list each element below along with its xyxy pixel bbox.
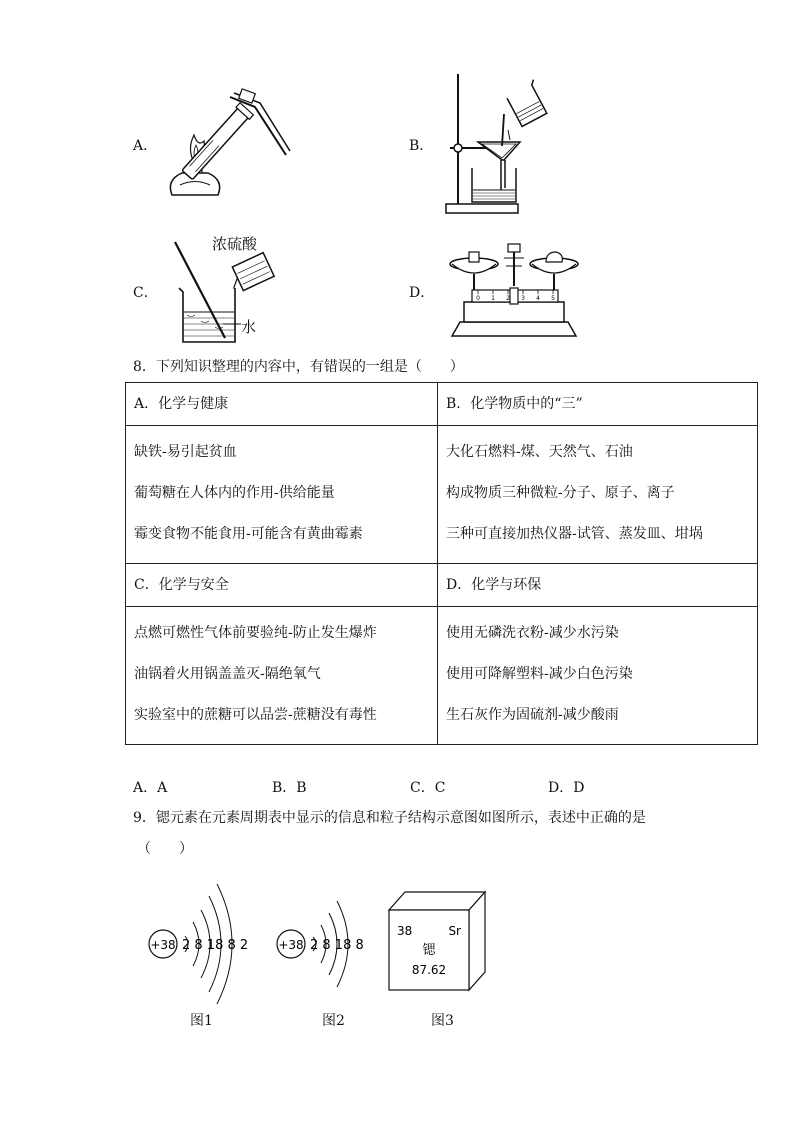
fig2-shells: 2 8 18 8 (310, 938, 364, 953)
heating-test-tube-diagram (160, 85, 295, 210)
scale-tick-label: 4 (536, 295, 540, 302)
list-item: 三种可直接加热仪器-试管、蒸发皿、坩埚 (446, 526, 703, 542)
cell-b-title: B．化学物质中的“三” (438, 383, 758, 426)
option-c-label[interactable]: C． (133, 285, 158, 301)
filtration-diagram (442, 72, 547, 215)
fig3-mass: 87.62 (411, 963, 447, 977)
cell-d-body (438, 607, 758, 745)
scale-tick-label: 5 (551, 295, 555, 302)
fig2-caption: 图2 (322, 1013, 345, 1029)
fig1-caption: 图1 (190, 1013, 213, 1029)
fig1-shells: 2 8 18 8 2 (182, 938, 249, 953)
list-item: 油锅着火用锅盖盖灭-隔绝氧气 (134, 666, 321, 682)
cell-a-title: A．化学与健康 (126, 383, 438, 426)
atom-structure-fig2 (275, 893, 370, 993)
list-item: 构成物质三种微粒-分子、原子、离子 (446, 485, 675, 501)
list-item: 霉变食物不能食用-可能含有黄曲霉素 (134, 526, 363, 542)
fig2-nucleus: +38 (278, 938, 304, 952)
list-item: 葡萄糖在人体内的作用-供给能量 (134, 485, 335, 501)
knowledge-table (125, 382, 758, 745)
fig3-symbol: Sr (448, 924, 461, 938)
cell-c-body (126, 607, 438, 745)
list-item: 使用可降解塑料-减少白色污染 (446, 666, 633, 682)
choice-c[interactable]: C．C (410, 780, 446, 796)
list-item: 缺铁-易引起贫血 (134, 444, 237, 460)
scale-tick-label: 1 (491, 295, 495, 302)
cell-b-body (438, 426, 758, 564)
balance-diagram (442, 240, 587, 340)
fig3-name: 锶 (422, 943, 436, 958)
choice-b[interactable]: B．B (272, 780, 307, 796)
fig1-nucleus: +38 (150, 938, 176, 952)
question-9-stem: 9．锶元素在元素周期表中显示的信息和粒子结构示意图如图所示，表述中正确的是 (133, 810, 646, 826)
cell-c-title: C．化学与安全 (126, 564, 438, 607)
list-item: 生石灰作为固硫剂-减少酸雨 (446, 707, 619, 723)
scale-tick-label: 3 (521, 295, 525, 302)
fig3-number: 38 (397, 924, 413, 938)
cell-d-title: D．化学与环保 (438, 564, 758, 607)
question-8-stem: 8．下列知识整理的内容中，有错误的一组是（ ） (133, 359, 464, 375)
list-item: 点燃可燃性气体前要验纯-防止发生爆炸 (134, 625, 377, 641)
list-item: 大化石燃料-煤、天然气、石油 (446, 444, 633, 460)
list-item: 实验室中的蔗糖可以品尝-蔗糖没有毒性 (134, 707, 377, 723)
question-9-stem-paren: （ ） (137, 841, 193, 857)
scale-tick-label: 2 (506, 295, 510, 302)
acid-label: 浓硫酸 (212, 235, 258, 253)
scale-tick-label: 0 (476, 295, 480, 302)
choice-a[interactable]: A．A (133, 780, 168, 796)
list-item: 使用无磷洗衣粉-减少水污染 (446, 625, 619, 641)
option-d-label[interactable]: D． (409, 285, 435, 301)
fig3-caption: 图3 (431, 1013, 454, 1029)
option-a-label[interactable]: A． (133, 138, 158, 154)
water-label: 水 (241, 318, 257, 336)
option-b-label[interactable]: B． (409, 138, 434, 154)
atom-structure-fig1 (145, 878, 250, 1003)
cell-a-body (126, 426, 438, 564)
choice-d[interactable]: D．D (548, 780, 585, 796)
element-cell-fig3 (385, 888, 490, 993)
